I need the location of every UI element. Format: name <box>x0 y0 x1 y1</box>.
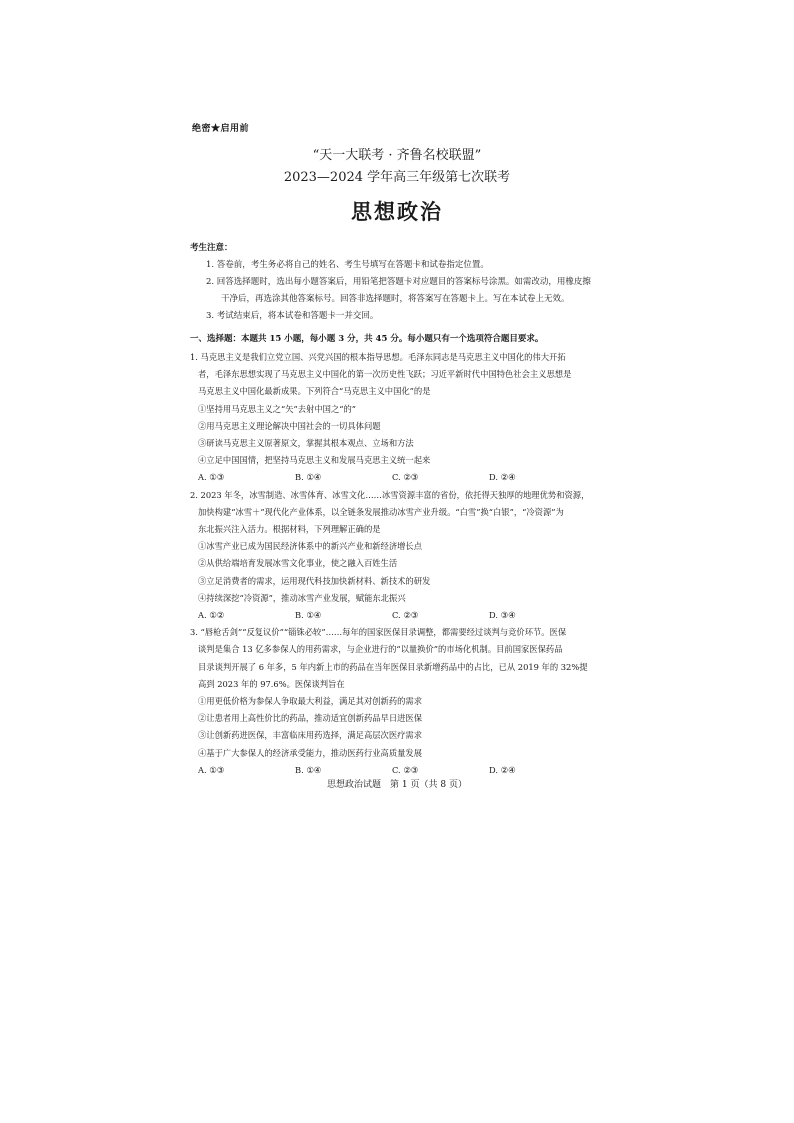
question-3 <box>190 624 622 779</box>
option-a: A. ①③ <box>198 764 225 775</box>
subject-title: 思想政治 <box>351 199 443 224</box>
statement-4: ④基于广大参保人的经济承受能力，推动医药行业高质量发展 <box>198 747 423 758</box>
question-stem: 马克思主义中国化最新成果。下列符合“马克思主义中国化”的是 <box>198 386 431 397</box>
notice-item-2-continued: 干净后，再选涂其他答案标号。回答非选择题时，将答案写在答题卡上。写在本试卷上无效。 <box>221 294 570 304</box>
answer-options <box>190 607 622 624</box>
statement-1: ①用更低价格为参保人争取最大利益，满足其对创新药的需求 <box>198 696 423 707</box>
option-c: C. ②③ <box>392 472 419 483</box>
option-c: C. ②③ <box>392 610 419 621</box>
question-list <box>190 349 622 779</box>
statement-2: ②用马克思主义理论解决中国社会的一切具体问题 <box>198 420 381 431</box>
statement-2: ②从供给端培育发展冰雪文化事业，使之融入百姓生活 <box>198 558 398 569</box>
question-stem: 1. 马克思主义是我们立党立国、兴党兴国的根本指导思想。毛泽东同志是马克思主义中国化的伟大开拓 <box>190 352 566 362</box>
question-stem: 者，毛泽东思想实现了马克思主义中国化的第一次历史性飞跃；习近平新时代中国特色社会主义思想是 <box>198 369 572 380</box>
option-a: A. ①③ <box>198 472 225 483</box>
notice-item-1: 1. 答卷前，考生务必将自己的姓名、考生号填写在答题卡和试卷指定位置。 <box>206 260 489 270</box>
notice-item-2: 2. 回答选择题时，选出每小题答案后，用铅笔把答题卡对应题目的答案标号涂黑。如需改动，用橡皮擦 <box>206 277 591 287</box>
option-c: C. ②③ <box>392 764 419 775</box>
statement-3: ③让创新药进医保，丰富临床用药选择，满足高层次医疗需求 <box>198 730 423 741</box>
statement-1: ①冰雪产业已成为国民经济体系中的新兴产业和新经济增长点 <box>198 541 423 552</box>
question-stem: 加快构建“冰雪＋”现代化产业体系，以全链条发展推动冰雪产业升级。“白雪”换“白银”，“冷资源”为 <box>198 506 564 517</box>
page-footer: 思想政治试题 第 1 页（共 8 页） <box>327 780 467 790</box>
option-d: D. ③④ <box>489 610 516 621</box>
option-b: B. ①④ <box>295 610 322 621</box>
alliance-title: “天一大联考 · 齐鲁名校联盟” <box>312 148 482 163</box>
question-2 <box>190 487 622 625</box>
confidential-mark: 绝密★启用前 <box>192 124 250 134</box>
statement-1: ①坚持用马克思主义之“矢”去射中国之“的” <box>198 403 357 414</box>
notice-heading: 考生注意： <box>190 243 233 253</box>
question-stem: 高到 2023 年的 97.6%。医保谈判旨在 <box>198 678 345 689</box>
question-1 <box>190 349 622 487</box>
answer-options <box>190 469 622 486</box>
question-stem: 目录谈判开展了 6 年多，5 年内新上市的药品在当年医保目录新增药品中的占比，已从 2019 年的 32%提 <box>198 661 588 672</box>
option-d: D. ②④ <box>489 472 516 483</box>
exam-title: 2023—2024 学年高三年级第七次联考 <box>283 170 511 185</box>
statement-4: ④立足中国国情，把坚持马克思主义和发展马克思主义统一起来 <box>198 455 431 466</box>
option-b: B. ①④ <box>295 764 322 775</box>
option-d: D. ②④ <box>489 764 516 775</box>
option-b: B. ①④ <box>295 472 322 483</box>
statement-3: ③研读马克思主义原著原文，掌握其根本观点、立场和方法 <box>198 438 414 449</box>
statement-3: ③立足消费者的需求，运用现代科技加快新材料、新技术的研发 <box>198 575 431 586</box>
question-stem: 东北振兴注入活力。根据材料，下列理解正确的是 <box>198 524 381 535</box>
question-stem: 2. 2023 年冬，冰雪制造、冰雪体育、冰雪文化……冰雪资源丰富的省份，依托得天独厚的地理优势和资源， <box>190 489 590 500</box>
statement-4: ④持续深挖“冷资源”，推动冰雪产业发展，赋能东北振兴 <box>198 592 406 603</box>
statement-2: ②让患者用上高性价比的药品，推动适宜创新药品早日进医保 <box>198 713 423 724</box>
option-a: A. ①② <box>198 610 225 621</box>
question-stem: 3. “唇枪舌剑”“反复议价”“锱铢必较”……每年的国家医保目录调整，都需要经过谈判与竞价环节。医保 <box>190 627 567 638</box>
notice-item-3: 3. 考试结束后，将本试卷和答题卡一并交回。 <box>206 311 379 321</box>
question-stem: 谈判是集合 13 亿多参保人的用药需求，与企业进行的“以量换价”的市场化机制。目前国家医保药品 <box>198 644 563 655</box>
section-heading: 一、选择题：本题共 15 小题，每小题 3 分，共 45 分。每小题只有一个选项符合题目要求。 <box>190 334 544 344</box>
exam-notice <box>190 240 630 325</box>
